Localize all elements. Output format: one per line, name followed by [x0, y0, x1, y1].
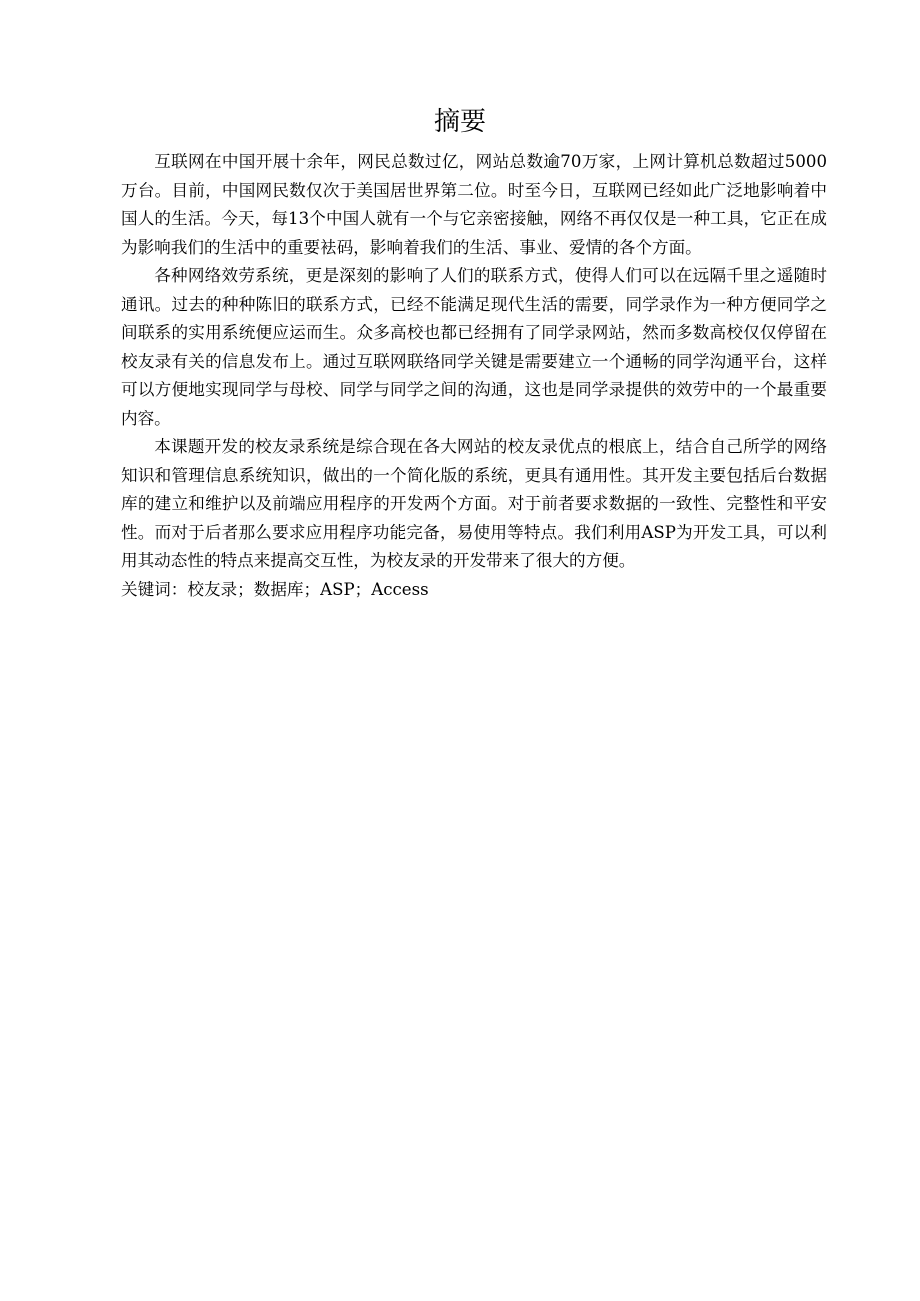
- paragraph-1: 互联网在中国开展十余年，网民总数过亿，网站总数逾70万家，上网计算机总数超过5000万台。目前，中国网民数仅次于美国居世界第二位。时至今日，互联网已经如此广泛地影响着中国人的生活。今天，每13个中国人就有一个与它亲密接触，网络不再仅仅是一种工具，它正在成为影响我们的生活中的重要袪码，影响着我们的生活、事业、爱情的各个方面。: [121, 152, 827, 257]
- keywords-line: 关键词：校友录；数据库；ASP；Access: [121, 579, 429, 599]
- paragraph-3: 本课题开发的校友录系统是综合现在各大网站的校友录优点的根底上，结合自己所学的网络知识和管理信息系统知识，做出的一个简化版的系统，更具有通用性。其开发主要包括后台数据库的建立和维护以及前端应用程序的开发两个方面。对于前者要求数据的一致性、完整性和平安性。而对于后者那么要求应用程序功能完备，易使用等特点。我们利用ASP为开发工具，可以利用其动态性的特点来提高交互性，为校友录的开发带来了很大的方便。: [121, 437, 827, 570]
- abstract-title: 摘要: [433, 107, 486, 137]
- paragraph-2: 各种网络效劳系统，更是深刻的影响了人们的联系方式，使得人们可以在远隔千里之遥随时通讯。过去的种种陈旧的联系方式，已经不能满足现代生活的需要，同学录作为一种方便同学之间联系的实用系统便应运而生。众多高校也都已经拥有了同学录网站，然而多数高校仅仅停留在校友录有关的信息发布上。通过互联网联络同学关键是需要建立一个通畅的同学沟通平台，这样可以方便地实现同学与母校、同学与同学之间的沟通，这也是同学录提供的效劳中的一个最重要内容。: [121, 266, 827, 428]
- abstract-body: [121, 148, 827, 604]
